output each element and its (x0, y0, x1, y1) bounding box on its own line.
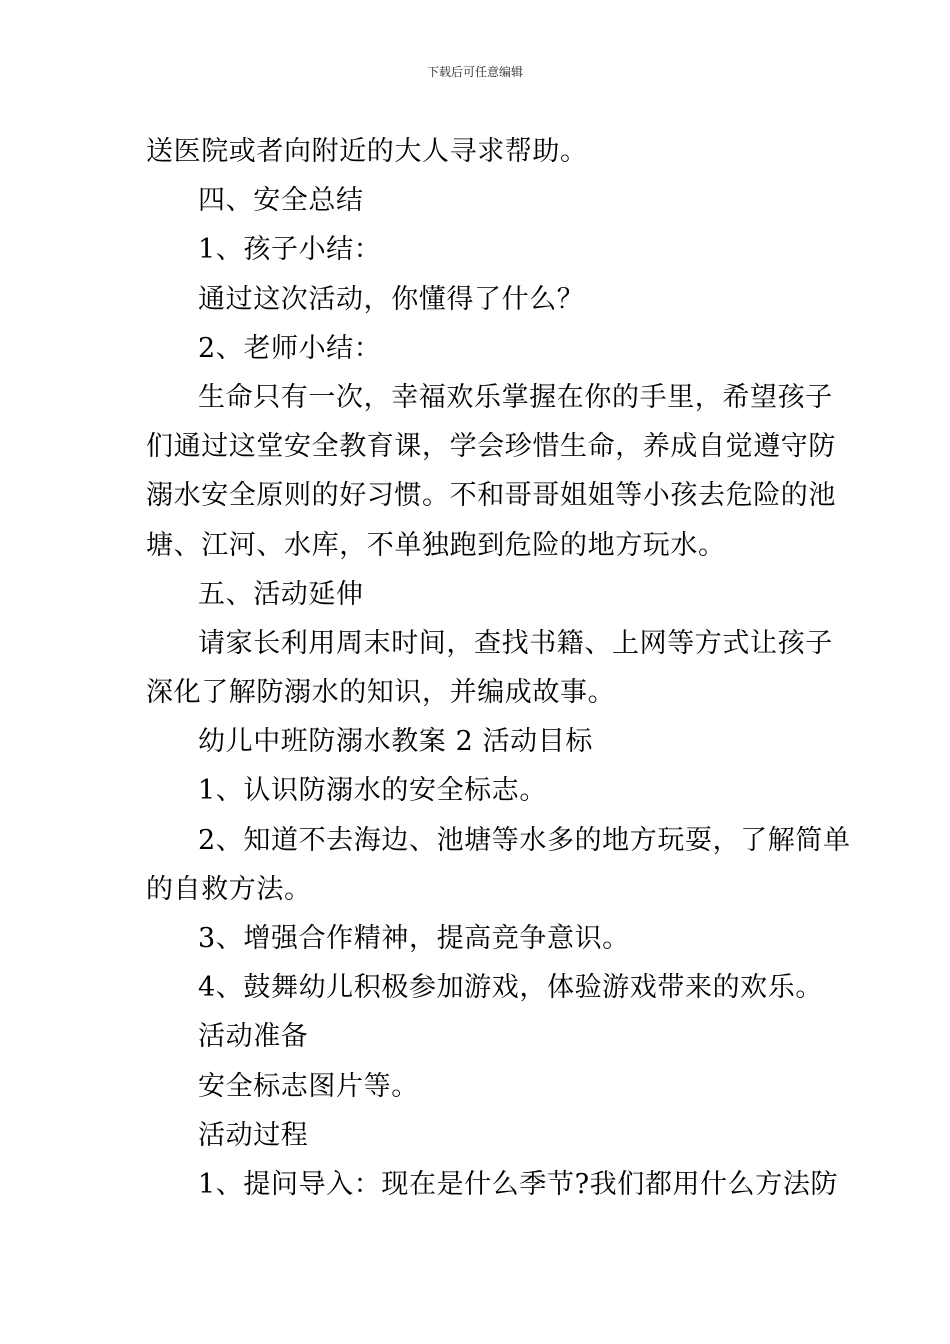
text-line: 幼儿中班防溺水教案 2 活动目标 (198, 726, 593, 758)
text-line: 塘、江河、水库，不单独跑到危险的地方玩水。 (146, 529, 726, 561)
text-line: 1、孩子小结： (198, 234, 382, 266)
text-line: 们通过这堂安全教育课，学会珍惜生命，养成自觉遵守防 (146, 431, 836, 463)
text-line: 生命只有一次，幸福欢乐掌握在你的手里，希望孩子 (198, 381, 833, 413)
text-line: 活动过程 (198, 1119, 309, 1151)
text-line: 3、增强合作精神，提高竞争意识。 (198, 923, 630, 954)
text-line: 1、提问导入：现在是什么季节?我们都用什么方法防 (198, 1168, 839, 1200)
text-line: 的自救方法。 (146, 873, 312, 905)
text-line: 五、活动延伸 (198, 578, 364, 610)
document-body (146, 127, 851, 1209)
text-line: 2、知道不去海边、池塘等水多的地方玩耍，了解简单 (198, 824, 851, 856)
text-line: 通过这次活动，你懂得了什么？ (198, 283, 585, 315)
text-line: 活动准备 (198, 1021, 309, 1053)
text-line: 4、鼓舞幼儿积极参加游戏，体验游戏带来的欢乐。 (198, 972, 823, 1004)
page-header: 下载后可任意编辑 (426, 65, 523, 79)
text-line: 请家长利用周末时间，查找书籍、上网等方式让孩子 (198, 627, 833, 659)
text-line: 深化了解防溺水的知识，并编成故事。 (146, 677, 616, 709)
text-line: 送医院或者向附近的大人寻求帮助。 (146, 136, 588, 167)
text-line: 1、认识防溺水的安全标志。 (198, 775, 547, 807)
text-line: 溺水安全原则的好习惯。不和哥哥姐姐等小孩去危险的池 (146, 480, 836, 512)
text-line: 2、老师小结： (198, 332, 382, 364)
text-line: 四、安全总结 (198, 185, 364, 217)
text-line: 安全标志图片等。 (198, 1070, 419, 1102)
